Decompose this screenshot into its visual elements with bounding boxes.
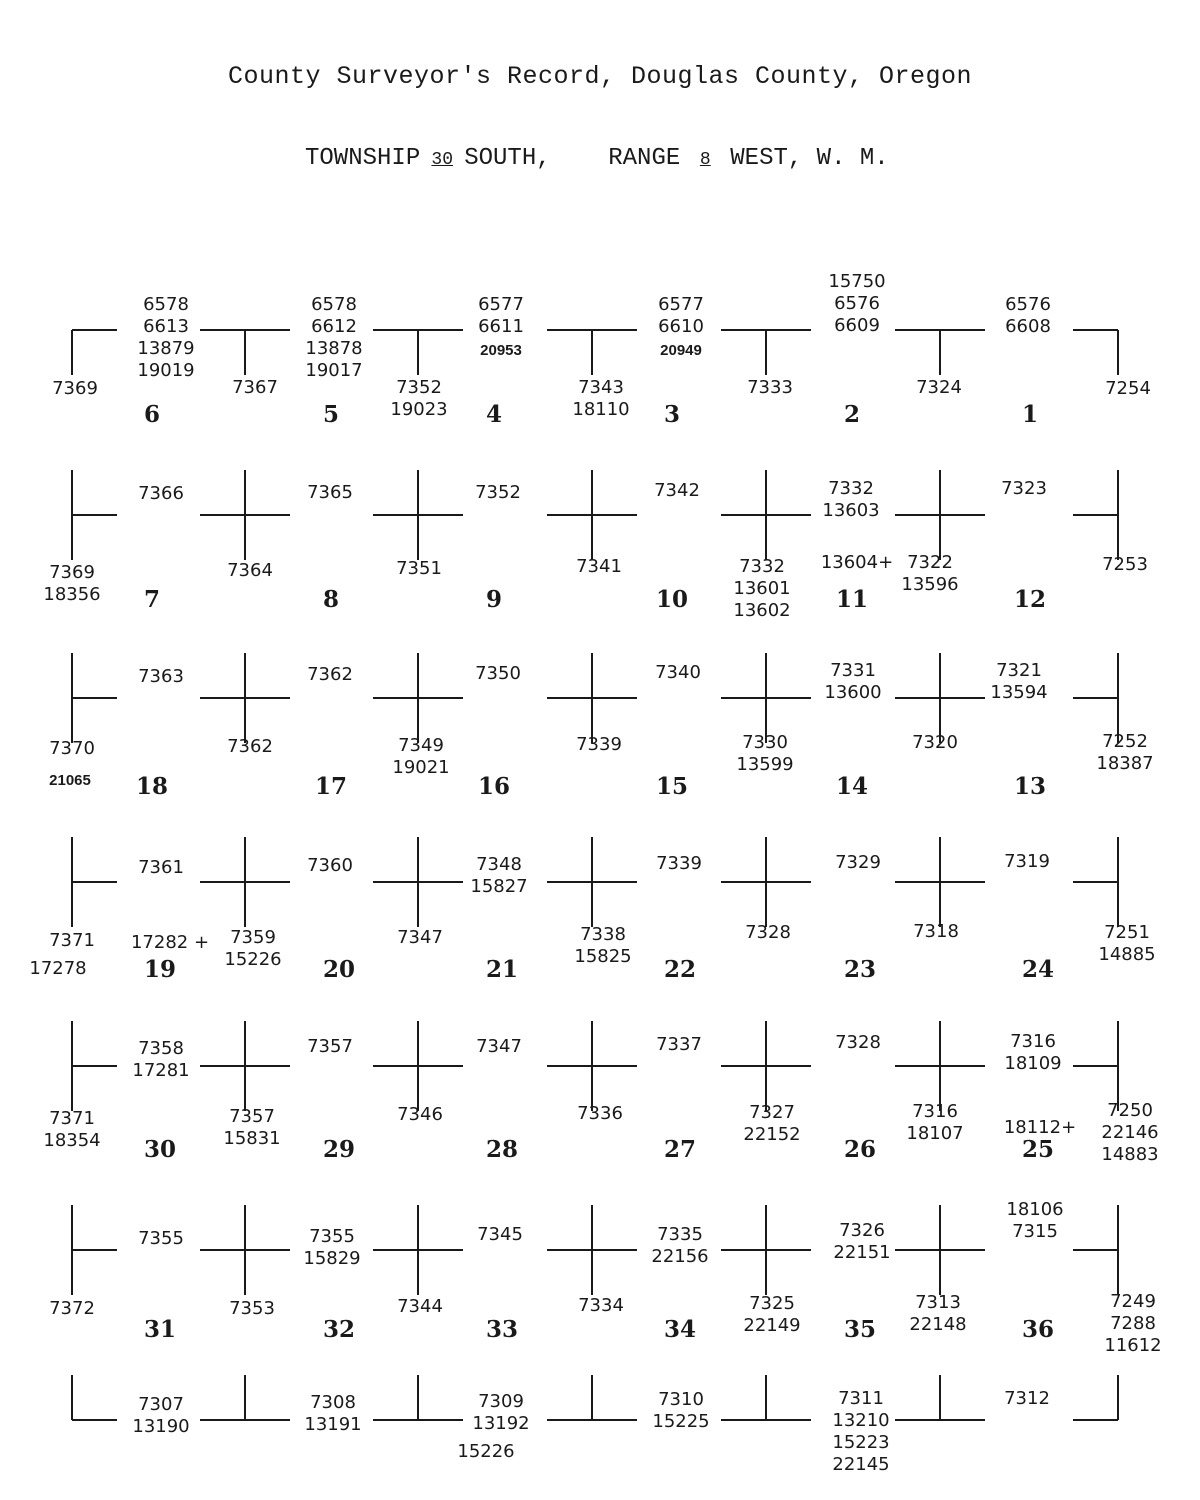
- record-number: 7320: [912, 732, 958, 753]
- corner-record-label: [822, 478, 879, 522]
- corner-record-label: [1101, 1100, 1158, 1166]
- record-number: 7313: [915, 1292, 961, 1313]
- record-number: 7338: [580, 924, 626, 945]
- record-number: 7352: [396, 377, 442, 398]
- record-number: 7355: [138, 1228, 184, 1249]
- section-number: 1: [1021, 401, 1039, 428]
- record-number: 14883: [1101, 1144, 1159, 1165]
- record-number: 7365: [307, 482, 353, 503]
- corner-record-label: [475, 482, 521, 504]
- section-number: 11: [835, 586, 869, 613]
- record-number: 7315: [1012, 1221, 1058, 1242]
- record-number: 15226: [224, 949, 282, 970]
- record-number: 7343: [578, 377, 624, 398]
- record-number: 15223: [832, 1432, 890, 1453]
- record-number: 7331: [830, 660, 876, 681]
- section-number: 22: [663, 956, 697, 983]
- page-title: County Surveyor's Record, Douglas County, Oregon: [227, 62, 973, 91]
- record-number: 6576: [834, 293, 880, 314]
- record-number: 7332: [739, 556, 785, 577]
- section-number: 4: [485, 401, 503, 428]
- record-number: 7345: [477, 1224, 523, 1245]
- corner-record-label: [478, 294, 524, 338]
- record-number: 7321: [996, 660, 1042, 681]
- record-number: 7332: [828, 478, 874, 499]
- record-number: 7351: [396, 558, 442, 579]
- corner-record-label: [390, 377, 447, 421]
- record-number: 18112+: [1003, 1117, 1077, 1138]
- corner-record-label: [132, 1394, 189, 1438]
- record-number: 14885: [1098, 944, 1156, 965]
- range-suffix: WEST, W. M.: [730, 145, 889, 172]
- record-number: 7308: [310, 1392, 356, 1413]
- record-number: 7325: [749, 1293, 795, 1314]
- record-number: 18356: [43, 584, 101, 605]
- corner-record-label: [656, 853, 702, 875]
- record-number: 7339: [576, 734, 622, 755]
- record-number: 7251: [1104, 922, 1150, 943]
- township-suffix: SOUTH,: [464, 145, 551, 172]
- section-number: 17: [314, 773, 348, 800]
- record-number: 7370: [49, 738, 95, 759]
- corner-record-label: [457, 1441, 514, 1463]
- record-number: 7357: [307, 1036, 353, 1057]
- record-number: 7309: [478, 1391, 524, 1412]
- section-number: 9: [485, 586, 503, 613]
- record-number: 13878: [305, 338, 363, 359]
- corner-record-label: [743, 1102, 800, 1146]
- record-number: 7337: [656, 1034, 702, 1055]
- record-number: 7316: [1010, 1031, 1056, 1052]
- corner-record-label: [990, 660, 1047, 704]
- record-number: 13190: [132, 1416, 190, 1437]
- corner-record-label: [1006, 1199, 1063, 1243]
- section-number: 30: [143, 1136, 177, 1163]
- record-number: 21065: [49, 772, 91, 789]
- corner-record-label: [138, 857, 184, 879]
- corner-record-label: [1004, 851, 1050, 873]
- record-number: 7310: [658, 1389, 704, 1410]
- corner-record-label: [227, 736, 273, 758]
- record-number: 6578: [143, 294, 189, 315]
- record-number: 13601: [733, 578, 791, 599]
- corner-record-label: [1102, 554, 1148, 576]
- record-number: 22148: [909, 1314, 967, 1335]
- record-number: 7312: [1004, 1388, 1050, 1409]
- section-number: 33: [485, 1316, 519, 1343]
- corner-record-label: [835, 852, 881, 874]
- range-value: 8: [699, 150, 711, 170]
- record-number: 7341: [576, 556, 622, 577]
- record-number: 11612: [1104, 1335, 1162, 1356]
- corner-record-label: [833, 1220, 890, 1264]
- section-number: 24: [1021, 956, 1055, 983]
- corner-record-label: [477, 1224, 523, 1246]
- record-number: 18107: [906, 1123, 964, 1144]
- corner-record-label: [745, 922, 791, 944]
- corner-record-label: [747, 377, 793, 399]
- corner-record-label: [576, 734, 622, 756]
- township-prefix: TOWNSHIP: [305, 145, 421, 172]
- corner-record-label: [138, 483, 184, 505]
- corner-record-label: [43, 1108, 100, 1152]
- record-number: 7323: [1001, 478, 1047, 499]
- record-number: 7350: [475, 663, 521, 684]
- record-number: 18387: [1096, 753, 1154, 774]
- corner-record-label: [832, 1388, 889, 1476]
- record-number: 7327: [749, 1102, 795, 1123]
- record-number: 7319: [1004, 851, 1050, 872]
- section-number: 5: [322, 401, 340, 428]
- record-number: 18106: [1006, 1199, 1064, 1220]
- record-number: 7334: [578, 1295, 624, 1316]
- record-number: 17278: [29, 958, 87, 979]
- section-number: 32: [322, 1316, 356, 1343]
- record-number: 7318: [913, 921, 959, 942]
- record-number: 13604+: [820, 552, 894, 573]
- record-number: 7311: [838, 1388, 884, 1409]
- corner-record-label: [52, 378, 98, 400]
- record-number: 6612: [311, 316, 357, 337]
- record-number: 18110: [572, 399, 630, 420]
- corner-record-label: [574, 924, 631, 968]
- corner-record-label: [1001, 478, 1047, 500]
- corner-record-label: [307, 855, 353, 877]
- record-number: 17281: [132, 1060, 190, 1081]
- record-number: 7362: [307, 664, 353, 685]
- township-value: 30: [431, 150, 454, 170]
- section-number: 14: [835, 773, 869, 800]
- record-number: 22149: [743, 1315, 801, 1336]
- record-number: 7344: [397, 1296, 443, 1317]
- record-number: 13594: [990, 682, 1048, 703]
- corner-record-label: [733, 556, 790, 622]
- corner-record-label: [472, 1391, 529, 1435]
- corner-record-label: [43, 562, 100, 606]
- corner-record-label: [1004, 1031, 1061, 1075]
- record-number: 6577: [658, 294, 704, 315]
- record-number: 7360: [307, 855, 353, 876]
- corner-record-label: [821, 552, 893, 574]
- corner-record-label: [1005, 294, 1051, 338]
- section-number: 13: [1013, 773, 1047, 800]
- section-number: 7: [143, 586, 161, 613]
- section-number: 27: [663, 1136, 697, 1163]
- record-number: 7307: [138, 1394, 184, 1415]
- record-number: 7249: [1110, 1291, 1156, 1312]
- section-number: 35: [843, 1316, 877, 1343]
- record-number: 15225: [652, 1411, 710, 1432]
- record-number: 6611: [478, 316, 524, 337]
- record-number: 7364: [227, 560, 273, 581]
- corner-record-label: [232, 377, 278, 399]
- record-number: 19021: [392, 757, 450, 778]
- section-number: 29: [322, 1136, 356, 1163]
- corner-record-label: [29, 958, 86, 980]
- record-number: 7333: [747, 377, 793, 398]
- corner-record-label: [577, 1103, 623, 1125]
- record-number: 13191: [304, 1414, 362, 1435]
- record-number: 7363: [138, 666, 184, 687]
- corner-record-label: [138, 666, 184, 688]
- record-number: 15750: [828, 271, 886, 292]
- corner-record-label: [223, 1106, 280, 1150]
- section-number: 12: [1013, 586, 1047, 613]
- corner-record-label: [138, 1228, 184, 1250]
- corner-record-label: [397, 1296, 443, 1318]
- section-number: 15: [655, 773, 689, 800]
- corner-record-label: [224, 927, 281, 971]
- record-number: 7369: [49, 562, 95, 583]
- record-number: 19019: [137, 360, 195, 381]
- record-number: 22151: [833, 1242, 891, 1263]
- corner-record-label: [229, 1298, 275, 1320]
- record-number: 7347: [397, 927, 443, 948]
- record-number: 7336: [577, 1103, 623, 1124]
- corner-record-label: [572, 377, 629, 421]
- corner-record-label: [835, 1032, 881, 1054]
- corner-record-label: [656, 1034, 702, 1056]
- corner-record-label: [736, 732, 793, 776]
- corner-record-label: [912, 732, 958, 754]
- record-number: 15226: [457, 1441, 515, 1462]
- record-number: 6576: [1005, 294, 1051, 315]
- record-number: 7339: [656, 853, 702, 874]
- record-number: 19023: [390, 399, 448, 420]
- record-number: 18109: [1004, 1053, 1062, 1074]
- record-number: 7358: [138, 1038, 184, 1059]
- section-number: 31: [143, 1316, 177, 1343]
- section-number: 36: [1021, 1316, 1055, 1343]
- record-number: 7352: [475, 482, 521, 503]
- record-number: 7322: [907, 552, 953, 573]
- corner-record-label: [397, 1104, 443, 1126]
- record-number: 7329: [835, 852, 881, 873]
- record-number: 7250: [1107, 1100, 1153, 1121]
- section-number: 10: [655, 586, 689, 613]
- corner-record-label: [828, 271, 885, 337]
- section-number: 21: [485, 956, 519, 983]
- corner-record-label: [303, 1226, 360, 1270]
- record-number: 13602: [733, 600, 791, 621]
- corner-record-label: [305, 294, 362, 382]
- record-number: 7361: [138, 857, 184, 878]
- corner-record-label: [304, 1392, 361, 1436]
- record-number: 7371: [49, 1108, 95, 1129]
- corner-record-label: [470, 854, 527, 898]
- section-number: 25: [1021, 1136, 1055, 1163]
- corner-record-label: [655, 662, 701, 684]
- record-number: 22152: [743, 1124, 801, 1145]
- corner-record-label: [1104, 1291, 1161, 1357]
- record-number: 20949: [660, 342, 702, 359]
- section-number: 6: [143, 401, 161, 428]
- record-number: 20953: [480, 342, 522, 359]
- corner-record-label: [137, 294, 194, 382]
- record-number: 7252: [1102, 731, 1148, 752]
- record-number: 7340: [655, 662, 701, 683]
- section-number: 2: [843, 401, 861, 428]
- record-number: 22145: [832, 1454, 890, 1475]
- record-number: 7342: [654, 480, 700, 501]
- record-number: 6610: [658, 316, 704, 337]
- corner-record-label: [475, 663, 521, 685]
- record-number: 7348: [476, 854, 522, 875]
- corner-record-label: [658, 294, 704, 338]
- record-number: 7328: [745, 922, 791, 943]
- corner-record-label: [901, 552, 958, 596]
- section-number: 19: [143, 956, 177, 983]
- corner-record-label: [1105, 378, 1151, 400]
- corner-record-label: [1004, 1388, 1050, 1410]
- section-number: 3: [663, 401, 681, 428]
- corner-record-label: [480, 340, 522, 362]
- section-number: 23: [843, 956, 877, 983]
- record-number: 7367: [232, 377, 278, 398]
- record-number: 7366: [138, 483, 184, 504]
- corner-record-label: [49, 738, 95, 760]
- record-number: 7253: [1102, 554, 1148, 575]
- record-number: 7335: [657, 1224, 703, 1245]
- record-number: 7353: [229, 1298, 275, 1319]
- record-number: 7349: [398, 735, 444, 756]
- corner-record-label: [307, 664, 353, 686]
- record-number: 13599: [736, 754, 794, 775]
- corner-record-label: [49, 770, 91, 792]
- record-number: 7355: [309, 1226, 355, 1247]
- section-number: 26: [843, 1136, 877, 1163]
- record-number: 13600: [824, 682, 882, 703]
- record-number: 13603: [822, 500, 880, 521]
- corner-record-label: [49, 1298, 95, 1320]
- corner-record-label: [909, 1292, 966, 1336]
- corner-record-label: [916, 377, 962, 399]
- record-number: 7369: [52, 378, 98, 399]
- corner-record-label: [307, 482, 353, 504]
- section-number: 20: [322, 956, 356, 983]
- record-number: 15829: [303, 1248, 361, 1269]
- record-number: 13596: [901, 574, 959, 595]
- corner-record-label: [660, 340, 702, 362]
- corner-record-label: [307, 1036, 353, 1058]
- section-number: 34: [663, 1316, 697, 1343]
- record-number: 7347: [476, 1036, 522, 1057]
- corner-record-label: [578, 1295, 624, 1317]
- corner-record-label: [392, 735, 449, 779]
- corner-record-label: [824, 660, 881, 704]
- section-number: 16: [477, 773, 511, 800]
- corner-record-label: [397, 927, 443, 949]
- record-number: 7357: [229, 1106, 275, 1127]
- corner-record-label: [906, 1101, 963, 1145]
- record-number: 13210: [832, 1410, 890, 1431]
- corner-record-label: [132, 1038, 189, 1082]
- record-number: 6577: [478, 294, 524, 315]
- corner-record-label: [396, 558, 442, 580]
- corner-record-label: [576, 556, 622, 578]
- record-number: 6613: [143, 316, 189, 337]
- corner-record-label: [49, 930, 95, 952]
- record-number: 15831: [223, 1128, 281, 1149]
- corner-record-label: [1096, 731, 1153, 775]
- corner-record-label: [227, 560, 273, 582]
- corner-record-label: [654, 480, 700, 502]
- range-prefix: RANGE: [608, 145, 681, 172]
- record-number: 18354: [43, 1130, 101, 1151]
- corner-record-label: [651, 1224, 708, 1268]
- record-number: 7324: [916, 377, 962, 398]
- record-number: 15827: [470, 876, 528, 897]
- section-number: 18: [135, 773, 169, 800]
- section-number: 28: [485, 1136, 519, 1163]
- record-number: 7372: [49, 1298, 95, 1319]
- record-number: 17282 +: [130, 932, 210, 953]
- record-number: 6609: [834, 315, 880, 336]
- corner-record-label: [913, 921, 959, 943]
- corner-record-label: [1098, 922, 1155, 966]
- record-number: 7288: [1110, 1313, 1156, 1334]
- record-number: 15825: [574, 946, 632, 967]
- corner-record-label: [476, 1036, 522, 1058]
- record-number: 7330: [742, 732, 788, 753]
- record-number: 19017: [305, 360, 363, 381]
- record-number: 7328: [835, 1032, 881, 1053]
- record-number: 7254: [1105, 378, 1151, 399]
- record-number: 7371: [49, 930, 95, 951]
- record-number: 7362: [227, 736, 273, 757]
- record-number: 22156: [651, 1246, 709, 1267]
- record-number: 7326: [839, 1220, 885, 1241]
- corner-record-label: [652, 1389, 709, 1433]
- record-number: 7346: [397, 1104, 443, 1125]
- record-number: 6578: [311, 294, 357, 315]
- record-number: 7359: [230, 927, 276, 948]
- record-number: 13192: [472, 1413, 530, 1434]
- corner-record-label: [1004, 1117, 1076, 1139]
- record-number: 22146: [1101, 1122, 1159, 1143]
- record-number: 6608: [1005, 316, 1051, 337]
- corner-record-label: [131, 932, 209, 954]
- record-number: 13879: [137, 338, 195, 359]
- section-number: 8: [322, 586, 340, 613]
- record-number: 7316: [912, 1101, 958, 1122]
- corner-record-label: [743, 1293, 800, 1337]
